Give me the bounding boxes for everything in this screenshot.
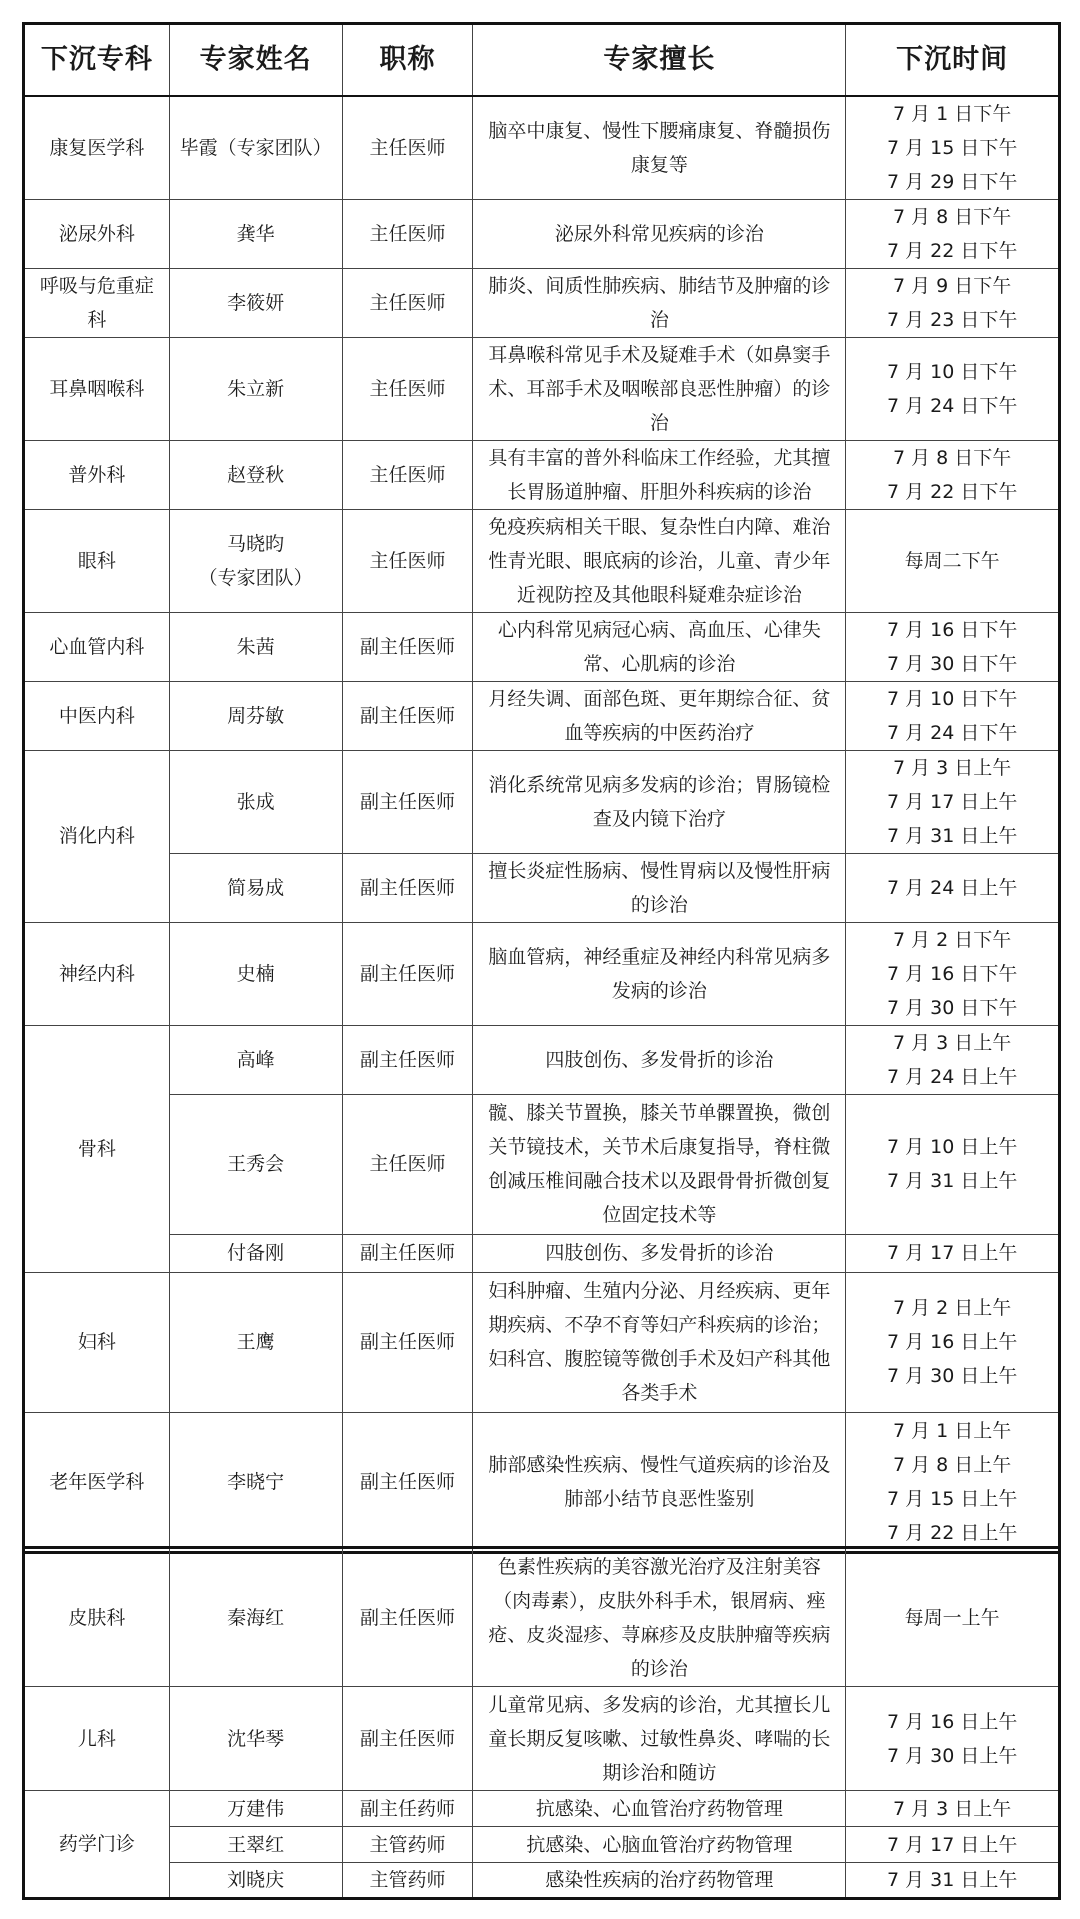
specialty-cell: 四肢创伤、多发骨折的诊治 xyxy=(473,1234,846,1272)
date-item: 7 月 3 日上午 xyxy=(893,1031,1012,1054)
name-cell: 朱立新 xyxy=(169,337,342,440)
name-cell: 刘晓庆 xyxy=(169,1863,342,1899)
specialty-cell: 脑卒中康复、慢性下腰痛康复、脊髓损伤康复等 xyxy=(473,96,846,200)
dates-cell xyxy=(846,1094,1060,1234)
dates-cell xyxy=(846,1025,1060,1094)
table-row xyxy=(24,1094,1060,1234)
specialty-cell: 耳鼻喉科常见手术及疑难手术（如鼻窦手术、耳部手术及咽喉部良恶性肿瘤）的诊治 xyxy=(473,337,846,440)
table-row xyxy=(24,96,1060,200)
table-row xyxy=(24,1827,1060,1863)
dept-cell: 泌尿外科 xyxy=(24,199,170,268)
specialty-cell: 妇科肿瘤、生殖内分泌、月经疾病、更年期疾病、不孕不育等妇产科疾病的诊治；妇科宫、腹腔镜等微创手术及妇产科其他各类手术 xyxy=(473,1272,846,1412)
title-cell: 副主任医师 xyxy=(342,1272,473,1412)
name-cell: 付备刚 xyxy=(169,1234,342,1272)
title-cell: 副主任药师 xyxy=(342,1791,473,1827)
dept-cell: 药学门诊 xyxy=(24,1791,170,1899)
name-line: （专家团队） xyxy=(198,566,313,589)
table-row xyxy=(24,1234,1060,1272)
dept-cell: 呼吸与危重症科 xyxy=(24,268,170,337)
dates-cell xyxy=(846,1687,1060,1791)
dept-cell: 老年医学科 xyxy=(24,1412,170,1552)
name-cell: 王翠红 xyxy=(169,1827,342,1863)
name-cell: 史楠 xyxy=(169,922,342,1025)
dates-cell xyxy=(846,509,1060,612)
date-item: 7 月 24 日上午 xyxy=(886,876,1018,899)
table-row xyxy=(24,1687,1060,1791)
title-cell: 副主任医师 xyxy=(342,681,473,750)
date-item: 7 月 10 日下午 xyxy=(886,687,1018,710)
name-cell: 龚华 xyxy=(169,199,342,268)
title-cell: 主任医师 xyxy=(342,199,473,268)
table-row xyxy=(24,199,1060,268)
name-cell: 王鹰 xyxy=(169,1272,342,1412)
table-row xyxy=(24,1272,1060,1412)
name-cell: 李晓宁 xyxy=(169,1412,342,1552)
name-cell: 秦海红 xyxy=(169,1548,342,1687)
table-row xyxy=(24,268,1060,337)
dept-cell: 消化内科 xyxy=(24,750,170,922)
date-item: 7 月 17 日上午 xyxy=(886,790,1018,813)
date-item: 7 月 16 日上午 xyxy=(886,1710,1018,1733)
title-cell: 主任医师 xyxy=(342,268,473,337)
dept-cell: 妇科 xyxy=(24,1272,170,1412)
specialty-cell: 髋、膝关节置换，膝关节单髁置换，微创关节镜技术，关节术后康复指导，脊柱微创减压椎间融合技术以及跟骨骨折微创复位固定技术等 xyxy=(473,1094,846,1234)
specialty-cell: 儿童常见病、多发病的诊治，尤其擅长儿童长期反复咳嗽、过敏性鼻炎、哮喘的长期诊治和随访 xyxy=(473,1687,846,1791)
name-cell: 赵登秋 xyxy=(169,440,342,509)
specialty-cell: 脑血管病，神经重症及神经内科常见病多发病的诊治 xyxy=(473,922,846,1025)
dates-cell xyxy=(846,853,1060,922)
specialty-cell: 心内科常见病冠心病、高血压、心律失常、心肌病的诊治 xyxy=(473,612,846,681)
specialty-cell: 抗感染、心血管治疗药物管理 xyxy=(473,1791,846,1827)
specialty-cell: 月经失调、面部色斑、更年期综合征、贫血等疾病的中医药治疗 xyxy=(473,681,846,750)
expert-schedule-table-continued xyxy=(22,1546,1061,1900)
dept-cell: 康复医学科 xyxy=(24,96,170,200)
dates-cell xyxy=(846,1412,1060,1552)
date-item: 7 月 23 日下午 xyxy=(886,308,1018,331)
date-item: 7 月 24 日上午 xyxy=(886,1065,1018,1088)
dates-cell xyxy=(846,922,1060,1025)
name-cell: 沈华琴 xyxy=(169,1687,342,1791)
date-item: 7 月 15 日上午 xyxy=(886,1487,1018,1510)
date-item: 7 月 16 日上午 xyxy=(886,1331,1018,1353)
title-cell: 副主任医师 xyxy=(342,612,473,681)
date-item: 7 月 15 日下午 xyxy=(886,136,1018,159)
name-cell: 万建伟 xyxy=(169,1791,342,1827)
specialty-cell: 色素性疾病的美容激光治疗及注射美容（肉毒素），皮肤外科手术，银屑病、痤疮、皮炎湿疹、荨麻疹及皮肤肿瘤等疾病的诊治 xyxy=(473,1548,846,1687)
title-cell: 主任医师 xyxy=(342,96,473,200)
name-cell: 简易成 xyxy=(169,853,342,922)
date-item: 7 月 8 日下午 xyxy=(893,446,1012,469)
date-item: 7 月 30 日上午 xyxy=(886,1744,1018,1767)
dates-cell xyxy=(846,96,1060,200)
title-cell: 副主任医师 xyxy=(342,1234,473,1272)
date-item: 7 月 2 日上午 xyxy=(893,1297,1012,1319)
title-cell: 主任医师 xyxy=(342,440,473,509)
date-item: 7 月 17 日上午 xyxy=(886,1833,1018,1856)
table-row xyxy=(24,681,1060,750)
specialty-cell: 消化系统常见病多发病的诊治；胃肠镜检查及内镜下治疗 xyxy=(473,750,846,853)
specialty-cell: 肺炎、间质性肺疾病、肺结节及肿瘤的诊治 xyxy=(473,268,846,337)
name-line: 马晓昀 xyxy=(227,532,285,555)
date-item: 7 月 16 日下午 xyxy=(886,962,1018,985)
dates-cell xyxy=(846,337,1060,440)
dates-cell xyxy=(846,1791,1060,1827)
title-cell: 主管药师 xyxy=(342,1863,473,1899)
header-title: 职称 xyxy=(342,24,473,96)
table-row xyxy=(24,440,1060,509)
title-cell: 副主任医师 xyxy=(342,1548,473,1687)
date-item: 7 月 10 日下午 xyxy=(886,360,1018,383)
specialty-cell: 四肢创伤、多发骨折的诊治 xyxy=(473,1025,846,1094)
date-item: 7 月 2 日下午 xyxy=(893,928,1012,951)
dates-cell xyxy=(846,268,1060,337)
table-header-row xyxy=(24,24,1060,96)
table-row xyxy=(24,1412,1060,1552)
name-cell: 李筱妍 xyxy=(169,268,342,337)
title-cell: 主任医师 xyxy=(342,509,473,612)
date-item: 7 月 22 日下午 xyxy=(886,480,1018,503)
dates-cell xyxy=(846,1234,1060,1272)
dept-cell: 皮肤科 xyxy=(24,1548,170,1687)
date-item: 7 月 22 日下午 xyxy=(886,239,1018,262)
title-cell: 副主任医师 xyxy=(342,1025,473,1094)
date-item: 7 月 1 日上午 xyxy=(893,1419,1012,1442)
name-cell: 周芬敏 xyxy=(169,681,342,750)
name-cell: 张成 xyxy=(169,750,342,853)
header-time: 下沉时间 xyxy=(846,24,1060,96)
dates-cell xyxy=(846,1827,1060,1863)
date-item: 每周一上午 xyxy=(904,1606,1000,1629)
table-row xyxy=(24,1548,1060,1687)
date-item: 7 月 29 日下午 xyxy=(886,170,1018,193)
expert-schedule-table xyxy=(22,22,1061,1554)
date-item: 7 月 8 日上午 xyxy=(893,1453,1012,1476)
dept-cell: 骨科 xyxy=(24,1025,170,1272)
table-row xyxy=(24,1791,1060,1827)
date-item: 7 月 3 日上午 xyxy=(893,756,1012,779)
date-item: 7 月 9 日下午 xyxy=(893,274,1012,297)
title-cell: 主管药师 xyxy=(342,1827,473,1863)
date-item: 每周二下午 xyxy=(904,549,1000,572)
date-item: 7 月 17 日上午 xyxy=(886,1242,1018,1264)
dates-cell xyxy=(846,1863,1060,1899)
date-item: 7 月 24 日下午 xyxy=(886,394,1018,417)
name-cell: 朱茜 xyxy=(169,612,342,681)
date-item: 7 月 16 日下午 xyxy=(886,618,1018,641)
dept-cell: 神经内科 xyxy=(24,922,170,1025)
title-cell: 副主任医师 xyxy=(342,853,473,922)
dept-cell: 耳鼻咽喉科 xyxy=(24,337,170,440)
specialty-cell: 擅长炎症性肠病、慢性胃病以及慢性肝病的诊治 xyxy=(473,853,846,922)
table-row xyxy=(24,1025,1060,1094)
dates-cell xyxy=(846,440,1060,509)
table-row xyxy=(24,1863,1060,1899)
title-cell: 副主任医师 xyxy=(342,1412,473,1552)
date-item: 7 月 22 日上午 xyxy=(886,1521,1018,1544)
date-item: 7 月 10 日上午 xyxy=(886,1136,1018,1158)
name-cell: 王秀会 xyxy=(169,1094,342,1234)
specialty-cell: 肺部感染性疾病、慢性气道疾病的诊治及肺部小结节良恶性鉴别 xyxy=(473,1412,846,1552)
title-cell: 主任医师 xyxy=(342,337,473,440)
table-row xyxy=(24,853,1060,922)
dates-cell xyxy=(846,1548,1060,1687)
title-cell: 副主任医师 xyxy=(342,1687,473,1791)
date-item: 7 月 30 日下午 xyxy=(886,996,1018,1019)
table-row xyxy=(24,750,1060,853)
specialty-cell: 具有丰富的普外科临床工作经验，尤其擅长胃肠道肿瘤、肝胆外科疾病的诊治 xyxy=(473,440,846,509)
name-cell xyxy=(169,509,342,612)
dates-cell xyxy=(846,681,1060,750)
header-specialty: 专家擅长 xyxy=(473,24,846,96)
date-item: 7 月 24 日下午 xyxy=(886,721,1018,744)
date-item: 7 月 31 日上午 xyxy=(886,1869,1018,1891)
name-cell: 毕霞（专家团队） xyxy=(169,96,342,200)
table-row xyxy=(24,922,1060,1025)
table-row xyxy=(24,509,1060,612)
title-cell: 主任医师 xyxy=(342,1094,473,1234)
date-item: 7 月 8 日下午 xyxy=(893,205,1012,228)
dept-cell: 中医内科 xyxy=(24,681,170,750)
date-item: 7 月 31 日上午 xyxy=(886,1170,1018,1192)
date-item: 7 月 30 日上午 xyxy=(886,1365,1018,1387)
date-item: 7 月 30 日下午 xyxy=(886,652,1018,675)
table-row xyxy=(24,337,1060,440)
date-item: 7 月 1 日下午 xyxy=(893,102,1012,125)
dates-cell xyxy=(846,750,1060,853)
header-name: 专家姓名 xyxy=(169,24,342,96)
header-dept: 下沉专科 xyxy=(24,24,170,96)
dept-cell: 普外科 xyxy=(24,440,170,509)
dept-cell: 眼科 xyxy=(24,509,170,612)
specialty-cell: 抗感染、心脑血管治疗药物管理 xyxy=(473,1827,846,1863)
dept-cell: 心血管内科 xyxy=(24,612,170,681)
specialty-cell: 免疫疾病相关干眼、复杂性白内障、难治性青光眼、眼底病的诊治，儿童、青少年近视防控及其他眼科疑难杂症诊治 xyxy=(473,509,846,612)
name-cell: 高峰 xyxy=(169,1025,342,1094)
date-item: 7 月 31 日上午 xyxy=(886,824,1018,847)
title-cell: 副主任医师 xyxy=(342,922,473,1025)
dates-cell xyxy=(846,612,1060,681)
title-cell: 副主任医师 xyxy=(342,750,473,853)
specialty-cell: 泌尿外科常见疾病的诊治 xyxy=(473,199,846,268)
table-row xyxy=(24,612,1060,681)
dates-cell xyxy=(846,199,1060,268)
dates-cell xyxy=(846,1272,1060,1412)
dept-cell: 儿科 xyxy=(24,1687,170,1791)
specialty-cell: 感染性疾病的治疗药物管理 xyxy=(473,1863,846,1899)
date-item: 7 月 3 日上午 xyxy=(893,1797,1012,1820)
